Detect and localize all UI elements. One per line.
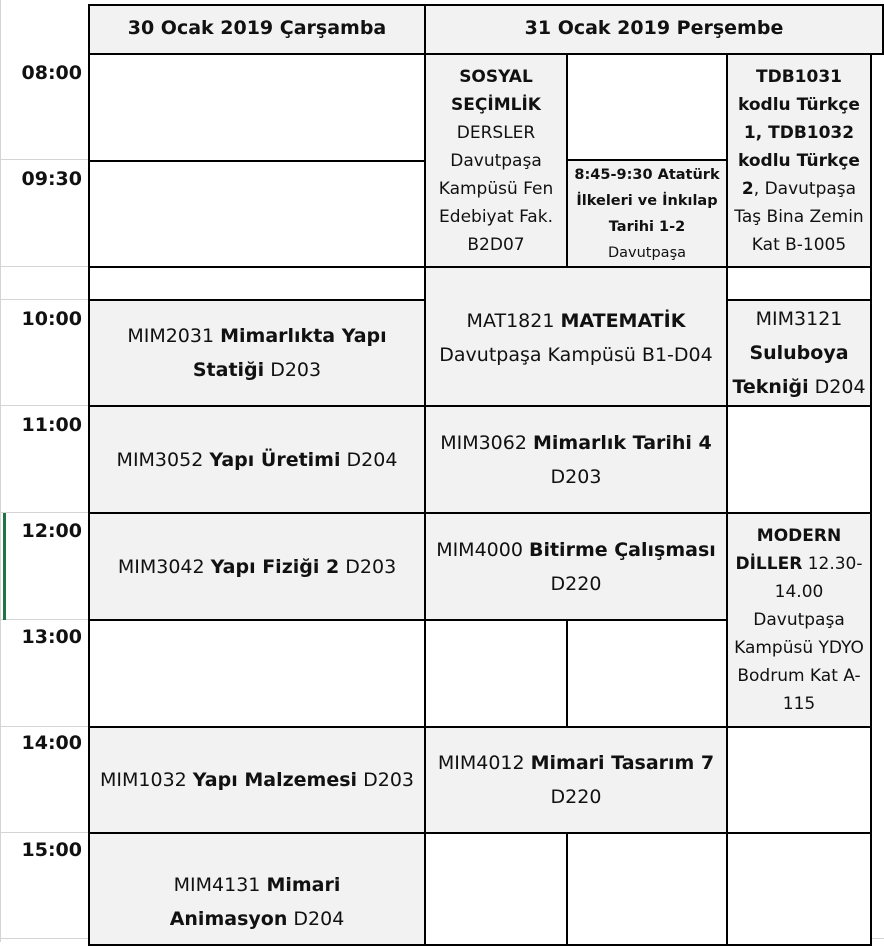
day-header-thursday[interactable]: 31 Ocak 2019 Perşembe: [424, 4, 884, 55]
course-cell[interactable]: MIM3062 Mimarlık Tarihi 4 D203: [424, 405, 728, 514]
empty-cell[interactable]: [566, 53, 728, 161]
course-cell[interactable]: MIM4012 Mimari Tasarım 7 D220: [424, 726, 728, 834]
gridline: [0, 832, 88, 833]
course-cell[interactable]: MODERN DİLLER 12.30-14.00 Davutpaşa Kampüsü YDYO Bodrum Kat A-115: [726, 512, 872, 728]
time-label: 08:00: [21, 62, 82, 84]
gridline: [0, 619, 88, 620]
course-cell[interactable]: MIM3052 Yapı Üretimi D204: [88, 405, 426, 514]
gridline: [0, 0, 1, 942]
time-label: 09:30: [21, 168, 82, 190]
empty-cell[interactable]: [88, 53, 426, 162]
course-cell[interactable]: MIM3042 Yapı Fiziği 2 D203: [88, 512, 426, 621]
time-label: 15:00: [21, 839, 82, 861]
empty-cell[interactable]: [566, 619, 728, 728]
gridline: [0, 266, 88, 267]
gridline: [0, 159, 88, 160]
gridline: [0, 405, 88, 406]
time-label: 13:00: [21, 626, 82, 648]
selected-cell-indicator: [3, 513, 6, 620]
course-cell[interactable]: MIM2031 Mimarlıkta Yapı Statiği D203: [88, 299, 426, 407]
gridline: [0, 726, 88, 727]
time-label: 10:00: [21, 308, 82, 330]
time-label: 11:00: [21, 414, 82, 436]
course-cell[interactable]: TDB1031 kodlu Türkçe 1, TDB1032 kodlu Türkçe 2, Davutpaşa Taş Bina Zemin Kat B-1005: [726, 53, 872, 268]
time-label: 12:00: [21, 520, 82, 542]
empty-cell[interactable]: [88, 266, 426, 301]
course-cell[interactable]: MAT1821 MATEMATİK Davutpaşa Kampüsü B1-D04: [424, 266, 728, 407]
day-header-wednesday[interactable]: 30 Ocak 2019 Çarşamba: [88, 4, 426, 55]
empty-cell[interactable]: [88, 619, 426, 728]
gridline: [0, 512, 88, 513]
empty-cell[interactable]: [726, 726, 872, 834]
empty-cell[interactable]: [424, 619, 568, 728]
empty-cell[interactable]: [566, 832, 728, 946]
gridline: [0, 299, 88, 300]
course-cell[interactable]: MIM3121 Suluboya Tekniği D204: [726, 299, 872, 407]
empty-cell[interactable]: [726, 405, 872, 514]
empty-cell[interactable]: [424, 832, 568, 946]
empty-cell[interactable]: [88, 160, 426, 268]
time-label: 14:00: [21, 732, 82, 754]
course-cell[interactable]: 8:45-9:30 Atatürk İlkeleri ve İnkılap Tarihi 1-2 Davutpaşa: [566, 159, 728, 268]
empty-cell[interactable]: [726, 832, 872, 946]
course-cell[interactable]: MIM4131 Mimari Animasyon D204: [88, 832, 426, 946]
course-cell[interactable]: MIM1032 Yapı Malzemesi D203: [88, 726, 426, 834]
course-cell[interactable]: SOSYAL SEÇİMLİK DERSLER Davutpaşa Kampüsü Fen Edebiyat Fak. B2D07: [424, 53, 568, 268]
empty-cell[interactable]: [726, 266, 872, 301]
course-cell[interactable]: MIM4000 Bitirme Çalışması D220: [424, 512, 728, 621]
